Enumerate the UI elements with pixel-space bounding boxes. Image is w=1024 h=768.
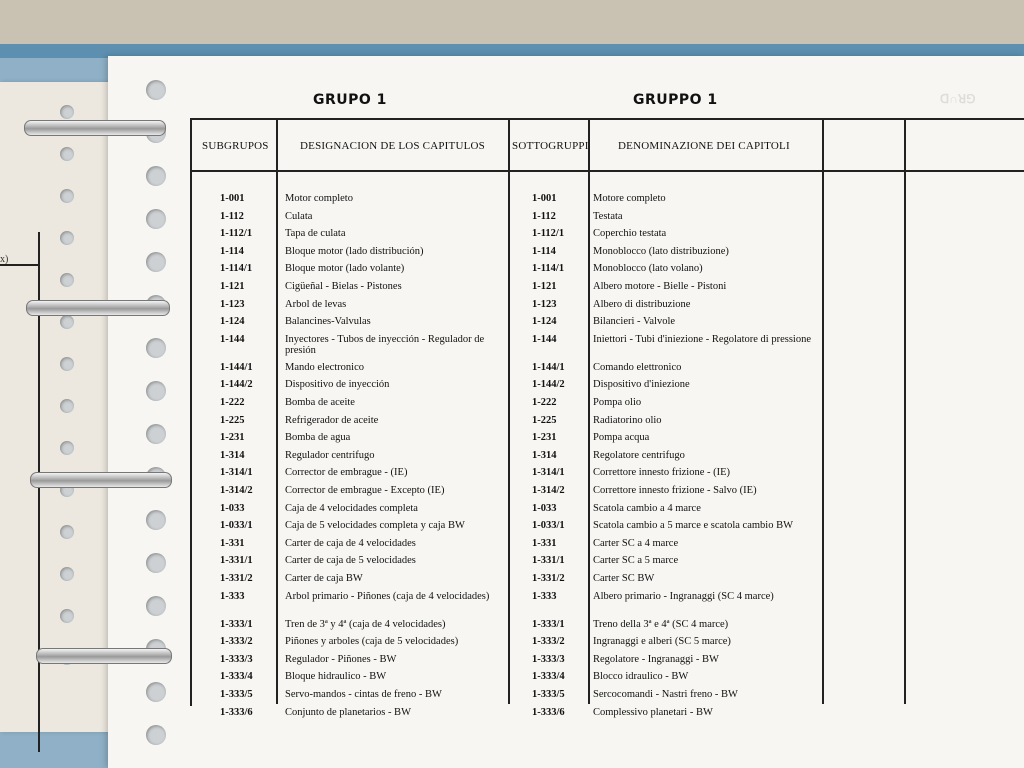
punch-hole xyxy=(146,381,166,401)
denominazione-text: Regolatore centrifugo xyxy=(593,449,685,461)
designation-text: Tren de 3ª y 4ª (caja de 4 velocidades) xyxy=(285,618,446,630)
designation-text: Bomba de aceite xyxy=(285,397,355,408)
subgroup-code: 1-333/6 xyxy=(220,706,253,718)
column-header-subgroups: SUBGRUPOS xyxy=(202,140,269,152)
sottogruppo-code: 1-225 xyxy=(532,414,557,426)
sottogruppo-code: 1-001 xyxy=(532,193,557,204)
punch-hole xyxy=(146,424,166,444)
sottogruppo-code: 1-144/1 xyxy=(532,361,565,373)
punch-hole xyxy=(146,252,166,272)
denominazione-text: Albero motore - Bielle - Pistoni xyxy=(593,281,727,292)
binder-ring xyxy=(24,120,166,136)
designation-text: Conjunto de planetarios - BW xyxy=(285,706,411,718)
punch-hole xyxy=(146,338,166,358)
sottogruppo-code: 1-333/2 xyxy=(532,636,565,648)
denominazione-text: Radiatorino olio xyxy=(593,414,662,426)
designation-text: Servo-mandos - cintas de freno - BW xyxy=(285,689,442,700)
sottogruppo-code: 1-333/4 xyxy=(532,671,565,683)
designation-text: Arbol primario - Piñones (caja de 4 velocidades) xyxy=(285,590,490,602)
sottogruppo-code: 1-314/1 xyxy=(532,467,565,479)
subgroup-code: 1-033 xyxy=(220,502,245,514)
subgroup-code: 1-001 xyxy=(220,193,245,204)
column-divider xyxy=(508,120,510,704)
column-divider xyxy=(276,120,278,704)
designation-text: Caja de 5 velocidades completa y caja BW xyxy=(285,520,465,532)
denominazione-text: Albero primario - Ingranaggi (SC 4 marce) xyxy=(593,590,774,602)
subgroup-code: 1-112/1 xyxy=(220,228,253,240)
sottogruppo-code: 1-331/2 xyxy=(532,573,565,584)
denominazione-text: Pompa olio xyxy=(593,397,642,408)
subgroup-code: 1-114/1 xyxy=(220,263,253,275)
designation-text: Carter de caja de 5 velocidades xyxy=(285,555,416,567)
sottogruppo-code: 1-033 xyxy=(532,502,557,514)
denominazione-text: Motore completo xyxy=(593,193,666,204)
subgroup-code: 1-314/2 xyxy=(220,485,253,496)
designation-text: Mando electronico xyxy=(285,361,365,373)
sottogruppo-code: 1-033/1 xyxy=(532,520,565,532)
designation-text: Carter de caja de 4 velocidades xyxy=(285,537,416,549)
sottogruppo-code: 1-331/1 xyxy=(532,555,565,567)
subgroup-code: 1-231 xyxy=(220,432,245,444)
denominazione-text: Monoblocco (lato volano) xyxy=(593,263,703,275)
punch-hole xyxy=(60,231,74,245)
subgroup-code: 1-331 xyxy=(220,537,245,549)
punch-hole xyxy=(146,80,166,100)
sottogruppo-code: 1-114/1 xyxy=(532,263,565,275)
denominazione-text: Coperchio testata xyxy=(593,228,667,240)
punch-hole xyxy=(60,315,74,329)
designation-text: Balancines-Valvulas xyxy=(285,316,371,328)
denominazione-text: Blocco idraulico - BW xyxy=(593,671,689,683)
designation-text: Bloque motor (lado distribución) xyxy=(285,245,424,257)
punch-hole xyxy=(60,441,74,455)
table-header-rule xyxy=(190,170,1024,172)
subgroup-code: 1-033/1 xyxy=(220,520,253,532)
column-header-sottogruppi: SOTTOGRUPPI xyxy=(512,140,589,152)
designation-text: Bomba de agua xyxy=(285,432,351,444)
sottogruppo-code: 1-333/3 xyxy=(532,653,565,665)
left-page xyxy=(0,82,112,732)
sottogruppo-code: 1-333/5 xyxy=(532,689,565,700)
denominazione-text: Dispositivo d'iniezione xyxy=(593,379,690,391)
designation-text: Regulador - Piñones - BW xyxy=(285,653,397,665)
sottogruppo-code: 1-231 xyxy=(532,432,557,444)
designation-text: Culata xyxy=(285,210,313,222)
designation-text: Motor completo xyxy=(285,193,353,204)
designation-text: Inyectores - Tubos de inyección - Regulador de presión xyxy=(285,333,485,356)
sottogruppo-code: 1-121 xyxy=(532,281,557,292)
binder-ring xyxy=(30,472,172,488)
sottogruppo-code: 1-333/1 xyxy=(532,618,565,630)
group-title-it: GRUPPO 1 xyxy=(633,92,718,108)
denominazione-text: Monoblocco (lato distribuzione) xyxy=(593,245,729,257)
denominazione-text: Scatola cambio a 5 marce e scatola cambio BW xyxy=(593,520,793,532)
punch-hole xyxy=(146,553,166,573)
column-divider xyxy=(904,120,906,704)
subgroup-code: 1-314 xyxy=(220,449,245,461)
denominazione-text: Comando elettronico xyxy=(593,361,682,373)
punch-hole xyxy=(146,510,166,530)
subgroup-code: 1-144 xyxy=(220,333,245,345)
denominazione-text: Sercocomandi - Nastri freno - BW xyxy=(593,689,738,700)
sottogruppo-code: 1-314 xyxy=(532,449,557,461)
sottogruppo-code: 1-331 xyxy=(532,537,557,549)
punch-hole xyxy=(60,105,74,119)
bleed-through-text: ꓷ∩ꓤꓨ xyxy=(940,92,976,106)
designation-text: Arbol de levas xyxy=(285,298,347,310)
denominazione-text: Carter SC a 4 marce xyxy=(593,537,679,549)
designation-text: Regulador centrifugo xyxy=(285,449,375,461)
punch-hole xyxy=(60,357,74,371)
binder-ring xyxy=(36,648,172,664)
denominazione-text: Testata xyxy=(593,210,623,222)
subgroup-code: 1-222 xyxy=(220,397,245,408)
punch-hole xyxy=(60,609,74,623)
denominazione-text: Correttore innesto frizione - Salvo (IE) xyxy=(593,485,757,496)
denominazione-text: Regolatore - Ingranaggi - BW xyxy=(593,653,719,665)
denominazione-text: Correttore innesto frizione - (IE) xyxy=(593,467,731,479)
binder-ring xyxy=(26,300,170,316)
column-header-designation: DESIGNACION DE LOS CAPITULOS xyxy=(300,140,485,152)
subgroup-code: 1-333/5 xyxy=(220,689,253,700)
subgroup-code: 1-114 xyxy=(220,245,244,257)
designation-text: Corrector de embrague - Excepto (IE) xyxy=(285,485,445,496)
sottogruppo-code: 1-124 xyxy=(532,316,557,328)
denominazione-text: Iniettori - Tubi d'iniezione - Regolatore di pressione xyxy=(593,333,811,345)
designation-text: Piñones y arboles (caja de 5 velocidades) xyxy=(285,636,459,648)
subgroup-code: 1-333/4 xyxy=(220,671,253,683)
column-divider xyxy=(588,120,590,704)
sottogruppo-code: 1-144 xyxy=(532,333,557,345)
denominazione-text: Carter SC a 5 marce xyxy=(593,555,679,567)
sottogruppo-code: 1-112 xyxy=(532,210,556,222)
subgroup-code: 1-112 xyxy=(220,210,244,222)
denominazione-text: Bilancieri - Valvole xyxy=(593,316,676,328)
subgroup-code: 1-121 xyxy=(220,281,245,292)
punch-hole xyxy=(146,596,166,616)
punch-hole xyxy=(146,166,166,186)
subgroup-code: 1-333/2 xyxy=(220,636,253,648)
sottogruppo-code: 1-144/2 xyxy=(532,379,565,391)
subgroup-code: 1-331/1 xyxy=(220,555,253,567)
subgroup-code: 1-144/1 xyxy=(220,361,253,373)
sottogruppo-code: 1-123 xyxy=(532,298,557,310)
punch-hole xyxy=(60,189,74,203)
subgroup-code: 1-144/2 xyxy=(220,379,253,391)
column-divider xyxy=(822,120,824,704)
punch-hole xyxy=(60,147,74,161)
designation-text: Bloque motor (lado volante) xyxy=(285,263,405,275)
designation-text: Caja de 4 velocidades completa xyxy=(285,502,418,514)
denominazione-text: Complessivo planetari - BW xyxy=(593,706,713,718)
left-page-fragment: x) xyxy=(0,254,9,265)
denominazione-text: Pompa acqua xyxy=(593,432,650,444)
punch-hole xyxy=(146,209,166,229)
subgroup-code: 1-331/2 xyxy=(220,573,253,584)
sottogruppo-code: 1-222 xyxy=(532,397,557,408)
subgroup-code: 1-333/1 xyxy=(220,618,253,630)
punch-hole xyxy=(60,399,74,413)
punch-hole xyxy=(146,682,166,702)
punch-hole xyxy=(60,567,74,581)
subgroup-code: 1-333/3 xyxy=(220,653,253,665)
designation-text: Refrigerador de aceite xyxy=(285,414,379,426)
designation-text: Corrector de embrague - (IE) xyxy=(285,467,408,479)
designation-text: Carter de caja BW xyxy=(285,573,363,584)
subgroup-code: 1-225 xyxy=(220,414,245,426)
sottogruppo-code: 1-114 xyxy=(532,245,556,257)
group-title-es: GRUPO 1 xyxy=(313,92,387,108)
denominazione-text: Scatola cambio a 4 marce xyxy=(593,502,701,514)
denominazione-text: Treno della 3ª e 4ª (SC 4 marce) xyxy=(593,618,729,630)
sottogruppo-code: 1-112/1 xyxy=(532,228,565,240)
sottogruppo-code: 1-314/2 xyxy=(532,485,565,496)
designation-text: Dispositivo de inyección xyxy=(285,379,390,391)
designation-text: Cigüeñal - Bielas - Pistones xyxy=(285,281,402,292)
punch-hole xyxy=(146,725,166,745)
subgroup-code: 1-314/1 xyxy=(220,467,253,479)
denominazione-text: Albero di distribuzione xyxy=(593,298,691,310)
punch-hole xyxy=(60,273,74,287)
subgroup-code: 1-124 xyxy=(220,316,245,328)
designation-text: Bloque hidraulico - BW xyxy=(285,671,387,683)
subgroup-code: 1-333 xyxy=(220,590,245,602)
column-header-denominazione: DENOMINAZIONE DEI CAPITOLI xyxy=(618,140,790,152)
sottogruppo-code: 1-333 xyxy=(532,590,557,602)
punch-hole xyxy=(60,525,74,539)
subgroup-code: 1-123 xyxy=(220,298,245,310)
sottogruppo-code: 1-333/6 xyxy=(532,706,565,718)
designation-text: Tapa de culata xyxy=(285,228,346,240)
denominazione-text: Carter SC BW xyxy=(593,573,655,584)
denominazione-text: Ingranaggi e alberi (SC 5 marce) xyxy=(593,636,731,648)
